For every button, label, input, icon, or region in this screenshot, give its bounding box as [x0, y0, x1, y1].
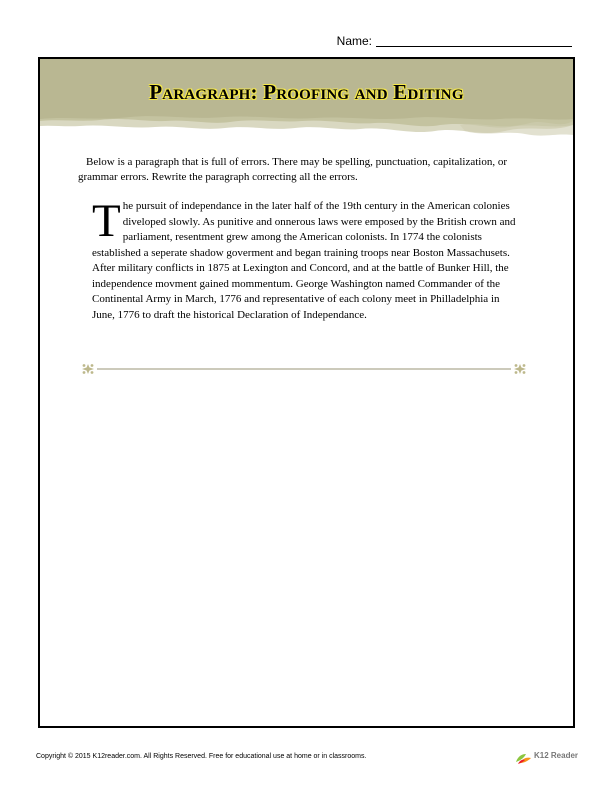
copyright-footer: Copyright © 2015 K12reader.com. All Rights Reserved. Free for educational use at home or in classrooms. [36, 753, 367, 760]
name-label: Name: [336, 34, 372, 48]
k12-reader-logo [514, 748, 580, 766]
right-diamond-ornament-icon [514, 364, 526, 374]
worksheet-frame [38, 57, 575, 728]
name-field[interactable] [337, 34, 572, 48]
logo-text: K12 Reader [534, 751, 579, 760]
error-paragraph [92, 195, 522, 323]
paragraph-body: he pursuit of independance in the later half of the 19th century in the American colonies diveloped slowly. As punitive and onnerous laws were emposed by the British crown and parliament, resentment grew among the American colonists. In 1774 the colonists established a seperate shadow goverment and began training troops near Boston Massachusets. After military conflicts in 1875 at Lexington and Concord, and at the battle of Bunker Hill, the independence movment gained mommentum. George Washington named Commander of the Continental Army in March, 1776 and representative of each colony meet in Philladelphia in June, 1776 to draft the historical Declaration of Independance. [92, 200, 516, 321]
left-diamond-ornament-icon [82, 364, 94, 374]
instructions-text: Below is a paragraph that is full of errors. There may be spelling, punctuation, capitalization, or grammar errors. Rewrite the paragraph correcting all the errors. [78, 156, 508, 183]
k12-leaf-logo-icon [514, 748, 534, 766]
worksheet-title: Paragraph: Proofing and Editing [149, 80, 464, 104]
drop-cap-letter: T [92, 195, 121, 247]
writing-area[interactable] [50, 389, 563, 719]
name-blank-line[interactable] [376, 34, 572, 47]
ornamental-divider [81, 362, 527, 378]
